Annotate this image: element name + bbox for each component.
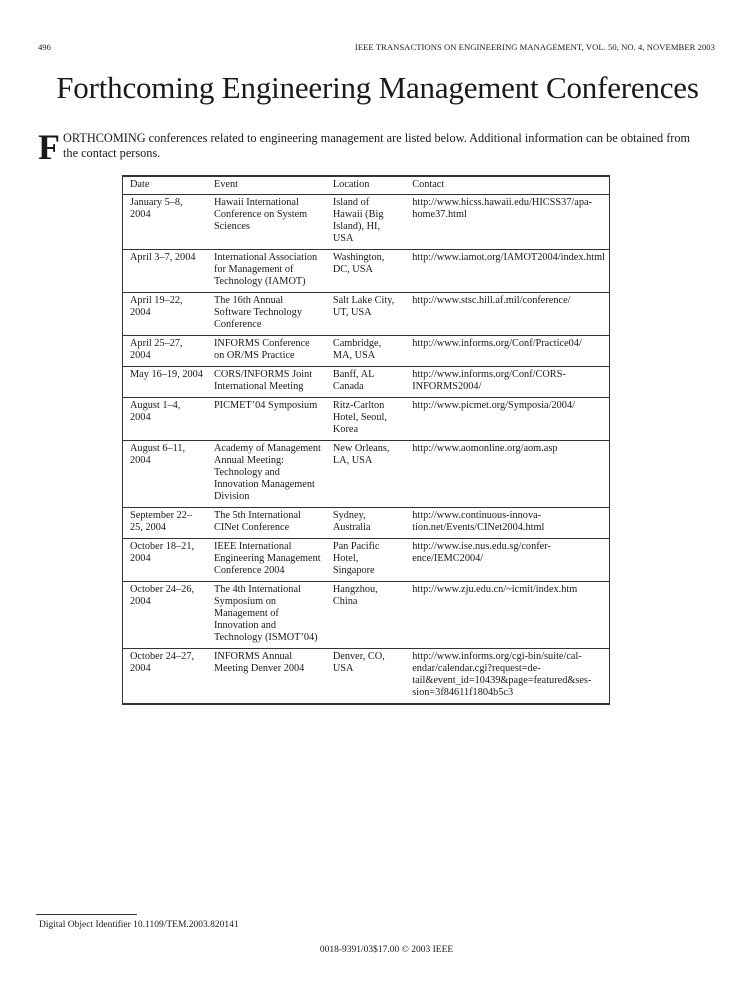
conference-table	[122, 175, 610, 705]
cell-contact-url: http://www.continuous-innova-tion.net/Events/CINet2004.html	[405, 508, 609, 539]
cell-contact-url: http://www.aomonline.org/aom.asp	[405, 441, 609, 508]
cell-event: International Association for Management of Technology (IAMOT)	[207, 250, 326, 293]
cell-date: April 19–22, 2004	[123, 293, 207, 336]
cell-event: The 4th International Symposium on Management of Innovation and Technology (ISMOT’04)	[207, 582, 326, 649]
table-row	[123, 367, 610, 398]
cell-location: Hangzhou, China	[326, 582, 405, 649]
cell-contact-url: http://www.stsc.hill.af.mil/conference/	[405, 293, 609, 336]
doi-footnote: Digital Object Identifier 10.1109/TEM.2003.820141	[39, 920, 239, 930]
cell-date: October 18–21, 2004	[123, 539, 207, 582]
cell-location: Denver, CO, USA	[326, 649, 405, 705]
header-event: Event	[213, 179, 238, 190]
cell-contact-url: http://www.ise.nus.edu.sg/confer-ence/IEMC2004/	[405, 539, 609, 582]
cell-location: Sydney, Australia	[326, 508, 405, 539]
intro-text: ORTHCOMING conferences related to engineering management are listed below. Additional information can be obtained from the contact persons.	[63, 131, 691, 160]
cell-date: April 25–27, 2004	[123, 336, 207, 367]
cell-location: Pan Pacific Hotel, Singapore	[326, 539, 405, 582]
cell-contact-url: http://www.iamot.org/IAMOT2004/index.html	[405, 250, 609, 293]
cell-contact-url: http://www.informs.org/Conf/Practice04/	[405, 336, 609, 367]
cell-location: Banff, AL Canada	[326, 367, 405, 398]
cell-contact-url: http://www.zju.edu.cn/~icmit/index.htm	[405, 582, 609, 649]
cell-contact-url: http://www.informs.org/Conf/CORS-INFORMS2004/	[405, 367, 609, 398]
drop-cap: F	[38, 127, 60, 167]
cell-date: August 1–4, 2004	[123, 398, 207, 441]
cell-location: Ritz-Carlton Hotel, Seoul, Korea	[326, 398, 405, 441]
cell-date: September 22–25, 2004	[123, 508, 207, 539]
cell-location: Island of Hawaii (Big Island), HI, USA	[326, 195, 405, 250]
table-row	[123, 508, 610, 539]
header-location: Location	[332, 179, 370, 190]
cell-date: October 24–27, 2004	[123, 649, 207, 705]
cell-event: CORS/INFORMS Joint International Meeting	[207, 367, 326, 398]
table-row	[123, 398, 610, 441]
running-head	[38, 42, 715, 54]
cell-event: INFORMS Annual Meeting Denver 2004	[207, 649, 326, 705]
cell-date: January 5–8, 2004	[123, 195, 207, 250]
cell-event: PICMET’04 Symposium	[207, 398, 326, 441]
cell-contact-url: http://www.hicss.hawaii.edu/HICSS37/apa-home37.html	[405, 195, 609, 250]
cell-event: IEEE International Engineering Management Conference 2004	[207, 539, 326, 582]
table-row	[123, 250, 610, 293]
journal-header: IEEE TRANSACTIONS ON ENGINEERING MANAGEMENT, VOL. 50, NO. 4, NOVEMBER 2003	[354, 42, 715, 52]
cell-event: Hawaii International Conference on System Sciences	[207, 195, 326, 250]
header-date: Date	[130, 179, 150, 190]
table-row	[123, 195, 610, 250]
table-row	[123, 582, 610, 649]
table-row	[123, 649, 610, 705]
cell-date: May 16–19, 2004	[123, 367, 207, 398]
copyright-line: 0018-9391/03$17.00 © 2003 IEEE	[319, 945, 454, 955]
table-header-row	[123, 176, 610, 195]
cell-date: April 3–7, 2004	[123, 250, 207, 293]
cell-date: August 6–11, 2004	[123, 441, 207, 508]
page-number: 496	[38, 42, 51, 52]
table-row	[123, 539, 610, 582]
cell-location: Cambridge, MA, USA	[326, 336, 405, 367]
table-row	[123, 336, 610, 367]
cell-location: Washington, DC, USA	[326, 250, 405, 293]
cell-contact-url: http://www.informs.org/cgi-bin/suite/cal-endar/calendar.cgi?request=de-tail&event_id=10439&page=featured&ses-sion=3f84611f1804b5c3	[405, 649, 609, 705]
table-row	[123, 441, 610, 508]
cell-location: Salt Lake City, UT, USA	[326, 293, 405, 336]
footnote-rule	[36, 914, 137, 915]
cell-event: INFORMS Conference on OR/MS Practice	[207, 336, 326, 367]
table-row	[123, 293, 610, 336]
cell-location: New Orleans, LA, USA	[326, 441, 405, 508]
cell-event: The 5th International CINet Conference	[207, 508, 326, 539]
cell-event: The 16th Annual Software Technology Conference	[207, 293, 326, 336]
cell-event: Academy of Management Annual Meeting: Technology and Innovation Management Division	[207, 441, 326, 508]
page-title: Forthcoming Engineering Management Conferences	[56, 70, 699, 105]
cell-date: October 24–26, 2004	[123, 582, 207, 649]
header-contact: Contact	[412, 179, 445, 190]
cell-contact-url: http://www.picmet.org/Symposia/2004/	[405, 398, 609, 441]
intro-paragraph	[38, 127, 698, 167]
